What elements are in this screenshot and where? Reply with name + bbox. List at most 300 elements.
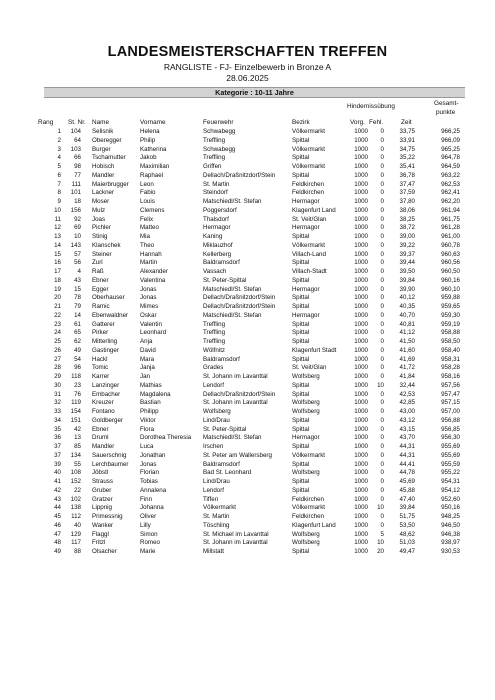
- cell-vorname: Felix: [140, 215, 154, 223]
- cell-vorname: Anja: [140, 338, 153, 345]
- cell-vorg: 1000: [354, 469, 368, 477]
- cell-rang: 31: [54, 390, 61, 398]
- cell-vorname: Florian: [140, 469, 159, 477]
- cell-zeit: 36,78: [399, 171, 415, 179]
- cell-vorname: Valentina: [140, 276, 166, 284]
- cell-vorg: 1000: [354, 180, 368, 188]
- cell-bezirk: Feldkirchen: [292, 495, 324, 503]
- table-row: [0, 417, 495, 426]
- cell-st-nr: 22: [74, 486, 81, 494]
- cell-st-nr: 64: [74, 136, 81, 144]
- cell-vorname: Mia: [140, 233, 150, 240]
- cell-fehl: 0: [380, 425, 384, 433]
- cell-st-nr: 23: [74, 381, 81, 389]
- cell-name: Embacher: [92, 390, 121, 398]
- table-row: [0, 242, 495, 251]
- cell-st-nr: 13: [74, 434, 81, 442]
- cell-vorname: Jakob: [140, 154, 157, 162]
- cell-fehl: 0: [380, 460, 384, 468]
- cell-st-nr: 96: [74, 364, 81, 372]
- cell-feuerwehr: Matschiedl/St. Stefan: [203, 198, 262, 205]
- cell-gesamtpunkte: 961,28: [441, 224, 460, 232]
- cell-fehl: 10: [377, 381, 384, 389]
- cell-name: Gastinger: [92, 346, 119, 354]
- cell-gesamtpunkte: 958,16: [441, 373, 460, 380]
- cell-name: Mandler: [92, 171, 115, 179]
- cell-zeit: 51,75: [399, 513, 415, 520]
- cell-name: Lippnig: [92, 504, 112, 512]
- cell-rang: 16: [54, 259, 61, 267]
- cell-vorg: 1000: [354, 285, 368, 293]
- cell-bezirk: Spittal: [292, 416, 310, 424]
- cell-rang: 2: [57, 136, 61, 144]
- cell-fehl: 0: [380, 486, 384, 494]
- cell-bezirk: Klagenfurt Land: [292, 521, 336, 529]
- table-row: [0, 461, 495, 470]
- table-row: [0, 487, 495, 496]
- cell-bezirk: Völkermarkt: [292, 163, 326, 170]
- cell-rang: 24: [54, 329, 61, 337]
- cell-vorname: Magdalena: [140, 390, 171, 398]
- cell-fehl: 20: [377, 548, 384, 555]
- cell-vorname: Fabio: [140, 189, 156, 197]
- cell-name: Steiner: [92, 250, 112, 258]
- cell-vorg: 1000: [354, 346, 368, 354]
- cell-vorname: Valentin: [140, 320, 162, 328]
- cell-gesamtpunkte: 960,50: [441, 268, 460, 275]
- cell-rang: 21: [54, 303, 61, 310]
- cell-zeit: 42,85: [399, 399, 415, 407]
- cell-gesamtpunkte: 961,94: [441, 206, 460, 214]
- cell-bezirk: Spittal: [292, 233, 310, 240]
- table-row: [0, 408, 495, 417]
- table-row: [0, 399, 495, 408]
- cell-fehl: 0: [380, 285, 384, 293]
- cell-fehl: 0: [380, 198, 384, 205]
- cell-feuerwehr: Kellerberg: [203, 250, 232, 258]
- cell-gesamtpunkte: 955,69: [441, 443, 460, 450]
- table-row: [0, 504, 495, 513]
- cell-vorg: 1000: [354, 381, 368, 389]
- cell-rang: 18: [54, 276, 61, 284]
- cell-fehl: 0: [380, 451, 384, 459]
- cell-vorname: Jonas: [140, 460, 157, 468]
- cell-gesamtpunkte: 956,88: [441, 416, 460, 424]
- header-zeit: Zeit: [401, 119, 412, 126]
- cell-st-nr: 101: [70, 189, 81, 197]
- table-row: [0, 522, 495, 531]
- cell-zeit: 41,69: [399, 355, 415, 363]
- header-rang: Rang: [38, 119, 54, 126]
- cell-bezirk: Spittal: [292, 381, 310, 389]
- cell-gesamtpunkte: 954,31: [441, 478, 460, 485]
- table-row: [0, 303, 495, 312]
- cell-st-nr: 156: [70, 206, 81, 214]
- cell-name: Lackner: [92, 189, 115, 197]
- cell-vorg: 1000: [354, 215, 368, 223]
- cell-zeit: 40,81: [399, 320, 415, 328]
- cell-gesamtpunkte: 930,53: [441, 548, 460, 555]
- cell-feuerwehr: Lind/Drau: [203, 416, 230, 424]
- cell-vorname: Maximilian: [140, 163, 170, 170]
- table-row: [0, 268, 495, 277]
- header-gesamt-line2: punkte: [436, 109, 456, 116]
- cell-feuerwehr: St. Johann im Lavanttal: [203, 539, 268, 547]
- cell-fehl: 0: [380, 311, 384, 319]
- cell-zeit: 48,62: [399, 530, 415, 538]
- cell-bezirk: Feldkirchen: [292, 513, 324, 520]
- cell-feuerwehr: Dellach/Draßnitzdorf/Stein: [203, 171, 276, 179]
- cell-vorname: Janja: [140, 364, 155, 372]
- cell-name: Raß: [92, 268, 104, 275]
- cell-vorg: 1000: [354, 189, 368, 197]
- cell-st-nr: 117: [71, 539, 81, 547]
- cell-name: Gratzer: [92, 495, 113, 503]
- cell-gesamtpunkte: 966,09: [441, 136, 460, 144]
- table-row: [0, 154, 495, 163]
- cell-vorg: 1000: [354, 206, 368, 214]
- cell-gesamtpunkte: 960,63: [441, 250, 460, 258]
- table-row: [0, 373, 495, 382]
- cell-gesamtpunkte: 955,59: [441, 460, 460, 468]
- cell-fehl: 0: [380, 224, 384, 232]
- table-row: [0, 312, 495, 321]
- cell-rang: 37: [54, 443, 61, 450]
- cell-zeit: 39,84: [399, 276, 415, 284]
- cell-vorg: 1000: [354, 355, 368, 363]
- page-subtitle: RANGLISTE - FJ- Einzelbewerb in Bronze A: [163, 62, 332, 72]
- cell-gesamtpunkte: 957,00: [441, 408, 460, 415]
- cell-rang: 42: [54, 486, 61, 494]
- cell-bezirk: Wolfsberg: [292, 530, 320, 538]
- cell-bezirk: Völkermarkt: [292, 451, 326, 459]
- cell-rang: 48: [54, 539, 61, 547]
- cell-bezirk: Spittal: [292, 329, 310, 337]
- cell-gesamtpunkte: 962,20: [441, 198, 460, 205]
- cell-vorname: Mimes: [140, 303, 159, 310]
- cell-name: Moser: [92, 198, 110, 205]
- cell-name: Tschamutter: [92, 154, 126, 162]
- cell-fehl: 0: [380, 215, 384, 223]
- cell-feuerwehr: St. Martin: [203, 180, 230, 188]
- cell-fehl: 0: [380, 364, 384, 372]
- cell-feuerwehr: Treffling: [203, 338, 226, 345]
- cell-vorg: 1000: [354, 294, 368, 302]
- cell-name: Gruber: [92, 486, 112, 494]
- table-row: [0, 338, 495, 347]
- cell-bezirk: Hermagor: [292, 311, 320, 319]
- cell-bezirk: Spittal: [292, 478, 310, 485]
- cell-fehl: 0: [380, 268, 384, 275]
- cell-feuerwehr: Matschiedl/St. Stefan: [203, 434, 262, 442]
- cell-vorg: 1000: [354, 504, 368, 512]
- cell-name: Kreuzer: [92, 399, 114, 407]
- cell-vorname: Oliver: [140, 513, 157, 520]
- cell-vorname: Katherina: [140, 145, 167, 153]
- cell-gesamtpunkte: 959,30: [441, 311, 460, 319]
- cell-bezirk: Wolfsberg: [292, 469, 320, 477]
- cell-vorg: 1000: [354, 145, 368, 153]
- cell-fehl: 10: [377, 504, 384, 512]
- cell-zeit: 39,22: [399, 241, 415, 249]
- cell-st-nr: 103: [70, 145, 81, 153]
- cell-fehl: 0: [380, 434, 384, 442]
- cell-zeit: 33,75: [399, 128, 415, 135]
- cell-gesamtpunkte: 960,56: [441, 259, 460, 267]
- cell-bezirk: Spittal: [292, 443, 310, 450]
- cell-rang: 39: [54, 460, 61, 468]
- cell-vorname: Clemens: [140, 206, 165, 214]
- cell-st-nr: 40: [74, 521, 81, 529]
- cell-name: Goldberger: [92, 416, 123, 424]
- table-row: [0, 233, 495, 242]
- cell-zeit: 39,00: [399, 233, 415, 240]
- cell-zeit: 38,25: [399, 215, 415, 223]
- cell-rang: 41: [54, 478, 61, 485]
- cell-vorname: Hannah: [140, 250, 162, 258]
- cell-zeit: 40,12: [399, 294, 415, 302]
- cell-st-nr: 111: [71, 180, 81, 188]
- cell-st-nr: 10: [74, 233, 81, 240]
- cell-bezirk: Spittal: [292, 154, 310, 162]
- cell-zeit: 44,41: [399, 460, 415, 468]
- cell-bezirk: Hermagor: [292, 285, 320, 293]
- cell-feuerwehr: St. Martin: [203, 513, 230, 520]
- cell-zeit: 41,12: [399, 329, 415, 337]
- cell-bezirk: Villach-Stadt: [292, 268, 327, 275]
- cell-name: Ebenwaldner: [92, 311, 129, 319]
- cell-gesamtpunkte: 955,22: [441, 469, 460, 477]
- cell-vorg: 1000: [354, 530, 368, 538]
- cell-bezirk: Hermagor: [292, 224, 320, 232]
- table-row: [0, 347, 495, 356]
- table-row: [0, 216, 495, 225]
- header-bezirk: Bezirk: [292, 119, 310, 126]
- cell-feuerwehr: Treffling: [203, 329, 226, 337]
- table-row: [0, 189, 495, 198]
- cell-fehl: 0: [380, 145, 384, 153]
- cell-vorg: 1000: [354, 338, 368, 345]
- cell-vorname: Romeo: [140, 539, 160, 547]
- cell-name: Mandler: [92, 443, 115, 450]
- header-fehl: Fehl.: [369, 119, 384, 126]
- cell-fehl: 0: [380, 320, 384, 328]
- cell-gesamtpunkte: 946,38: [441, 530, 460, 538]
- cell-name: Primessnig: [92, 513, 123, 520]
- cell-zeit: 43,12: [399, 416, 415, 424]
- cell-name: Sauerschnig: [92, 451, 127, 459]
- cell-st-nr: 54: [74, 355, 81, 363]
- cell-vorg: 1000: [354, 408, 368, 415]
- cell-rang: 25: [54, 338, 61, 345]
- cell-name: Olsacher: [92, 548, 117, 555]
- cell-gesamtpunkte: 958,28: [441, 364, 460, 372]
- cell-gesamtpunkte: 950,16: [441, 504, 460, 512]
- cell-vorg: 1000: [354, 390, 368, 398]
- cell-st-nr: 154: [70, 408, 81, 415]
- cell-vorname: Jonas: [140, 294, 157, 302]
- cell-name: Lanzinger: [92, 381, 120, 389]
- cell-vorg: 1000: [354, 434, 368, 442]
- cell-fehl: 0: [380, 259, 384, 267]
- cell-rang: 49: [54, 548, 61, 555]
- ranking-table: [0, 128, 495, 557]
- cell-st-nr: 88: [74, 548, 81, 555]
- cell-vorname: Alexander: [140, 268, 168, 275]
- cell-bezirk: Feldkirchen: [292, 189, 324, 197]
- table-row: [0, 391, 495, 400]
- cell-vorname: Leonhard: [140, 329, 167, 337]
- cell-feuerwehr: Schwabegg: [203, 128, 236, 135]
- table-row: [0, 382, 495, 391]
- cell-st-nr: 15: [74, 285, 81, 293]
- cell-st-nr: 65: [74, 329, 81, 337]
- cell-st-nr: 66: [74, 154, 81, 162]
- table-row: [0, 513, 495, 522]
- cell-bezirk: Feldkirchen: [292, 180, 324, 188]
- cell-name: Ebner: [92, 276, 109, 284]
- cell-fehl: 0: [380, 390, 384, 398]
- cell-rang: 45: [54, 513, 61, 520]
- header-st-nr: St. Nr.: [68, 119, 86, 126]
- cell-feuerwehr: Matschiedl/St. Stefan: [203, 311, 262, 319]
- cell-zeit: 39,84: [399, 504, 415, 512]
- cell-zeit: 44,31: [399, 443, 415, 450]
- cell-gesamtpunkte: 957,47: [441, 390, 460, 398]
- cell-zeit: 42,53: [399, 390, 415, 398]
- cell-feuerwehr: Bad St. Leonhard: [203, 469, 252, 477]
- cell-bezirk: Völkermarkt: [292, 128, 326, 135]
- cell-vorg: 1000: [354, 171, 368, 179]
- cell-zeit: 43,70: [399, 434, 415, 442]
- cell-vorg: 1000: [354, 268, 368, 275]
- table-row: [0, 277, 495, 286]
- cell-gesamtpunkte: 960,78: [441, 241, 460, 249]
- cell-rang: 32: [54, 399, 61, 407]
- cell-vorg: 1000: [354, 250, 368, 258]
- cell-bezirk: Wolfsberg: [292, 399, 320, 407]
- cell-st-nr: 49: [74, 346, 81, 354]
- cell-name: Selisnik: [92, 128, 114, 135]
- cell-fehl: 0: [380, 128, 384, 135]
- table-row: [0, 321, 495, 330]
- cell-st-nr: 98: [74, 163, 81, 170]
- cell-fehl: 0: [380, 408, 384, 415]
- cell-rang: 26: [54, 346, 61, 354]
- cell-vorname: Jonas: [140, 285, 157, 293]
- cell-fehl: 0: [380, 180, 384, 188]
- cell-fehl: 0: [380, 399, 384, 407]
- cell-vorg: 1000: [354, 303, 368, 310]
- cell-name: Ramic: [92, 303, 110, 310]
- cell-zeit: 45,69: [399, 478, 415, 485]
- cell-bezirk: Wolfsberg: [292, 408, 320, 415]
- table-row: [0, 146, 495, 155]
- cell-rang: 30: [54, 381, 61, 389]
- cell-bezirk: Spittal: [292, 486, 310, 494]
- cell-rang: 3: [57, 145, 61, 153]
- cell-vorg: 1000: [354, 320, 368, 328]
- cell-feuerwehr: Treffling: [203, 320, 226, 328]
- cell-bezirk: Klagenfurt Stadt: [292, 346, 337, 354]
- cell-rang: 23: [54, 320, 61, 328]
- cell-zeit: 43,00: [399, 408, 415, 415]
- cell-feuerwehr: Lind/Drau: [203, 478, 230, 485]
- cell-rang: 10: [54, 206, 61, 214]
- cell-feuerwehr: Grades: [203, 364, 224, 372]
- table-row: [0, 251, 495, 260]
- cell-st-nr: 76: [74, 390, 81, 398]
- cell-name: Jöbstl: [92, 469, 109, 477]
- cell-fehl: 0: [380, 495, 384, 503]
- cell-bezirk: St. Veit/Glan: [292, 364, 327, 372]
- cell-zeit: 39,90: [399, 285, 415, 293]
- cell-bezirk: Spittal: [292, 460, 310, 468]
- cell-feuerwehr: St. Peter-Spittal: [203, 425, 247, 433]
- cell-vorname: Raphael: [140, 171, 164, 179]
- cell-name: Stinig: [92, 233, 108, 240]
- cell-feuerwehr: Millstatt: [203, 548, 224, 555]
- cell-st-nr: 4: [77, 268, 81, 275]
- cell-rang: 20: [54, 294, 61, 302]
- table-row: [0, 434, 495, 443]
- cell-fehl: 0: [380, 469, 384, 477]
- cell-zeit: 39,50: [399, 268, 415, 275]
- table-row: [0, 128, 495, 137]
- cell-fehl: 0: [380, 373, 384, 380]
- cell-fehl: 0: [380, 136, 384, 144]
- cell-zeit: 35,22: [399, 154, 415, 162]
- cell-feuerwehr: Dellach/Draßnitzdorf/Stein: [203, 294, 276, 302]
- cell-gesamtpunkte: 961,00: [441, 233, 460, 240]
- cell-fehl: 0: [380, 250, 384, 258]
- cell-fehl: 0: [380, 443, 384, 450]
- cell-gesamtpunkte: 957,56: [441, 381, 460, 389]
- cell-vorname: Oskar: [140, 311, 157, 319]
- cell-vorg: 1000: [354, 521, 368, 529]
- cell-name: Gatterer: [92, 320, 115, 328]
- cell-bezirk: Wolfsberg: [292, 373, 320, 380]
- cell-rang: 36: [54, 434, 61, 442]
- cell-fehl: 0: [380, 163, 384, 170]
- cell-feuerwehr: Baldramsdorf: [203, 259, 240, 267]
- cell-zeit: 39,37: [399, 250, 415, 258]
- cell-rang: 19: [54, 285, 61, 293]
- cell-zeit: 37,59: [399, 189, 415, 197]
- cell-bezirk: Villach-Land: [292, 250, 326, 258]
- cell-vorg: 1000: [354, 198, 368, 205]
- table-row: [0, 443, 495, 452]
- cell-st-nr: 78: [74, 294, 81, 302]
- cell-feuerwehr: St. Johann im Lavanttal: [203, 399, 268, 407]
- cell-name: Burger: [92, 145, 111, 153]
- cell-fehl: 0: [380, 329, 384, 337]
- cell-vorname: Louis: [140, 198, 155, 205]
- cell-fehl: 0: [380, 338, 384, 345]
- cell-zeit: 41,84: [399, 373, 415, 380]
- cell-feuerwehr: Lendorf: [203, 381, 224, 389]
- cell-vorg: 1000: [354, 276, 368, 284]
- cell-gesamtpunkte: 956,85: [441, 425, 460, 433]
- cell-st-nr: 14: [74, 311, 81, 319]
- cell-vorname: Finn: [140, 495, 153, 503]
- cell-fehl: 0: [380, 303, 384, 310]
- header-feuerwehr: Feuerwehr: [203, 119, 234, 126]
- cell-name: Oberegger: [92, 136, 122, 144]
- cell-bezirk: Spittal: [292, 548, 310, 555]
- cell-gesamtpunkte: 959,19: [441, 320, 460, 328]
- cell-rang: 15: [54, 250, 61, 258]
